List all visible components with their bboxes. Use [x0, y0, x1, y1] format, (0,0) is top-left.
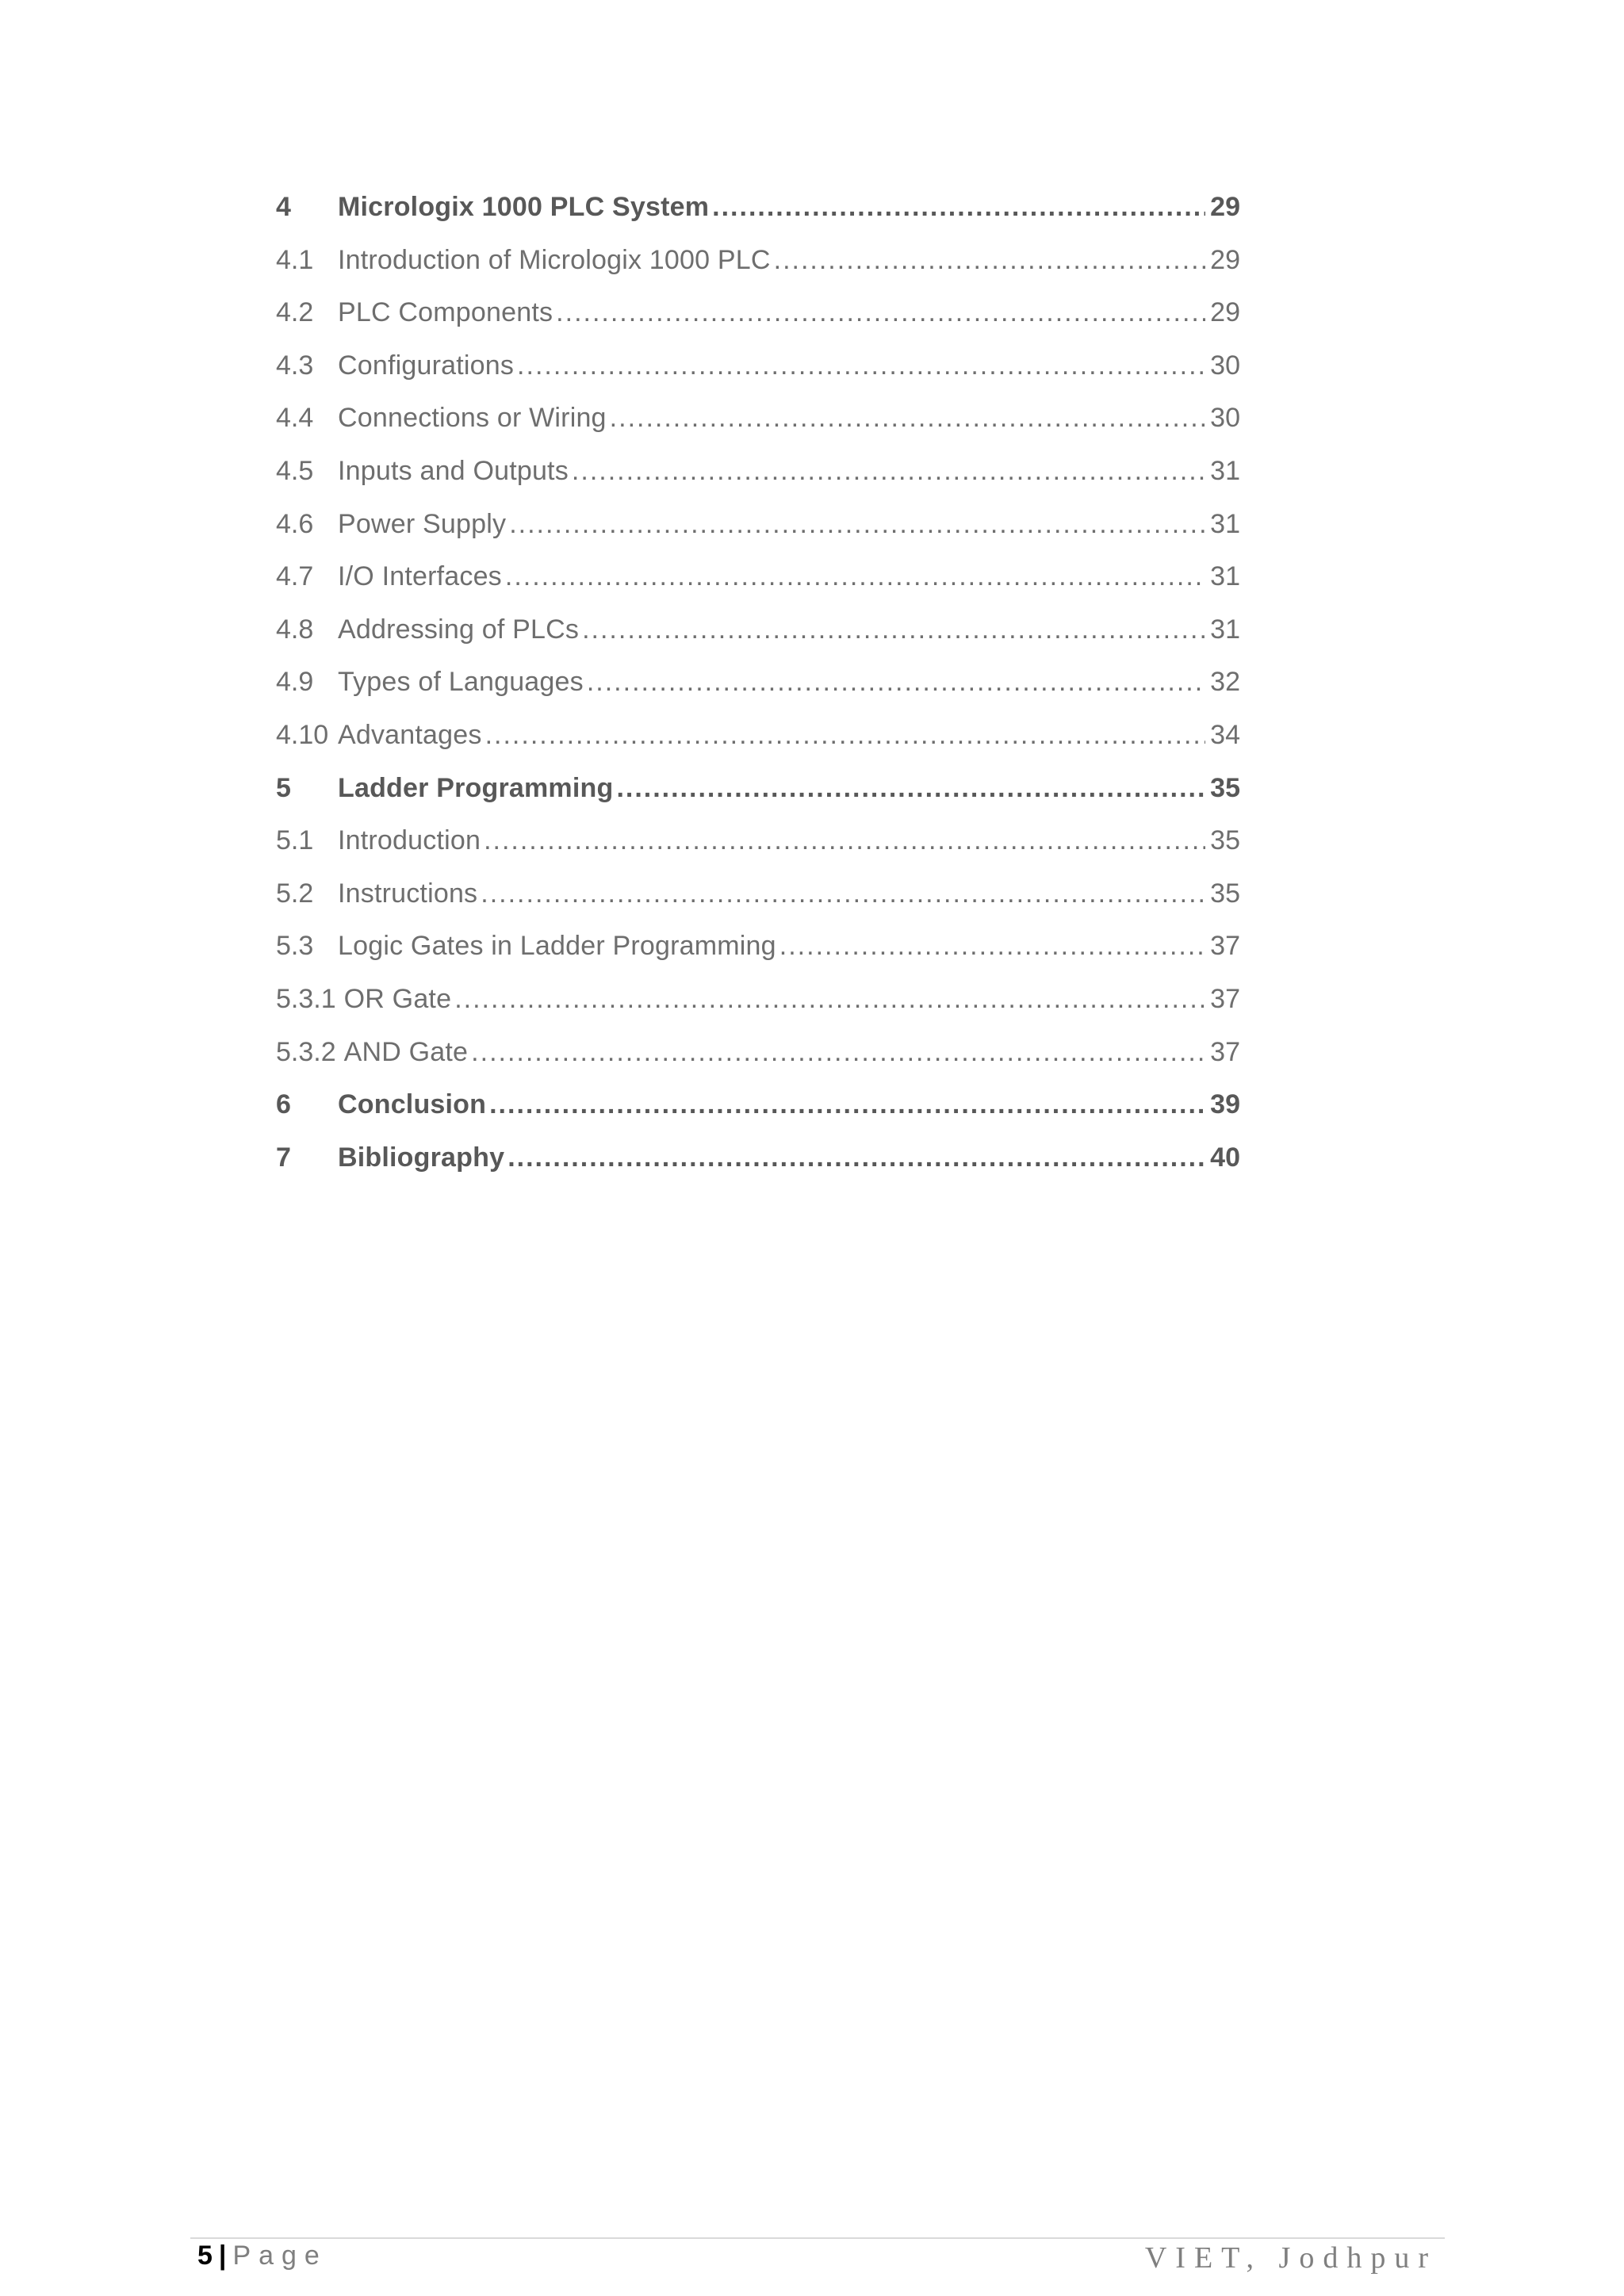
toc-entry-title: Bibliography [338, 1142, 505, 1173]
toc-entry-title: Advantages [338, 719, 482, 750]
toc-entry-title: Connections or Wiring [338, 403, 607, 434]
toc-dot-leader [484, 825, 1205, 856]
toc-entry-number: 5.2 [276, 878, 314, 909]
toc-entry-page: 39 [1210, 1089, 1240, 1120]
toc-entry[interactable] [276, 350, 1240, 404]
toc-entry-number: 6 [276, 1089, 291, 1120]
toc-entry-page: 29 [1210, 192, 1240, 222]
toc-entry-page: 31 [1210, 561, 1240, 592]
toc-dot-leader [471, 1037, 1205, 1068]
toc-entry[interactable] [276, 931, 1240, 984]
toc-entry-title: PLC Components [338, 297, 553, 328]
toc-entry[interactable] [276, 1142, 1240, 1196]
footer-institution: VIET, Jodhpur [1144, 2241, 1437, 2275]
toc-entry-number: 4.3 [276, 350, 314, 381]
toc-entry-number: 5.3.2 [276, 1036, 336, 1067]
toc-entry-page: 32 [1210, 667, 1240, 698]
toc-entry-title: Power Supply [338, 508, 507, 539]
toc-dot-leader [587, 667, 1205, 698]
toc-dot-leader [481, 878, 1205, 909]
toc-entry-title: OR Gate [343, 983, 452, 1014]
toc-entry-title: Types of Languages [338, 667, 584, 698]
toc-entry-number: 5.3.1 [276, 983, 336, 1014]
toc-dot-leader [779, 931, 1205, 962]
toc-entry-page: 35 [1210, 772, 1240, 803]
toc-entry[interactable] [276, 456, 1240, 509]
footer-divider [190, 2237, 1445, 2239]
toc-entry-title: Inputs and Outputs [338, 455, 569, 486]
toc-entry-page: 34 [1210, 719, 1240, 750]
toc-entry-number: 4.5 [276, 455, 314, 486]
toc-entry-title: Introduction [338, 825, 481, 856]
toc-entry-title: Conclusion [338, 1089, 487, 1120]
toc-dot-leader [517, 350, 1205, 381]
toc-entry-title: I/O Interfaces [338, 561, 502, 592]
toc-entry-title: Addressing of PLCs [338, 614, 580, 645]
toc-entry[interactable] [276, 720, 1240, 773]
toc-entry-page: 37 [1210, 983, 1240, 1014]
toc-entry[interactable] [276, 403, 1240, 456]
toc-entry[interactable] [276, 297, 1240, 350]
toc-entry[interactable] [276, 192, 1240, 245]
toc-dot-leader [556, 297, 1205, 328]
toc-entry-page: 40 [1210, 1142, 1240, 1173]
toc-entry-title: AND Gate [343, 1036, 469, 1067]
toc-dot-leader [509, 509, 1205, 540]
toc-entry[interactable] [276, 614, 1240, 668]
toc-entry-page: 37 [1210, 1036, 1240, 1067]
toc-entry[interactable] [276, 1037, 1240, 1090]
footer-page-word: Page [232, 2241, 327, 2271]
toc-entry-title: Micrologix 1000 PLC System [338, 192, 710, 222]
toc-dot-leader [774, 245, 1206, 276]
toc-dot-leader [485, 720, 1206, 751]
toc-entry-title: Configurations [338, 350, 515, 381]
table-of-contents [276, 192, 1240, 1195]
toc-entry-number: 5.1 [276, 825, 314, 856]
toc-entry[interactable] [276, 1089, 1240, 1142]
toc-entry[interactable] [276, 561, 1240, 614]
toc-entry[interactable] [276, 878, 1240, 932]
toc-entry-number: 4.1 [276, 244, 314, 275]
toc-entry-number: 7 [276, 1142, 291, 1173]
toc-entry-number: 4.6 [276, 508, 314, 539]
toc-entry-number: 4.8 [276, 614, 314, 645]
toc-dot-leader [712, 192, 1205, 223]
toc-entry-number: 4.9 [276, 667, 314, 698]
toc-dot-leader [508, 1142, 1205, 1173]
toc-entry-page: 35 [1210, 878, 1240, 909]
toc-entry[interactable] [276, 984, 1240, 1037]
toc-dot-leader [572, 456, 1205, 487]
toc-entry-page: 35 [1210, 825, 1240, 856]
toc-entry-page: 30 [1210, 403, 1240, 434]
toc-entry-page: 31 [1210, 455, 1240, 486]
toc-entry-page: 37 [1210, 931, 1240, 962]
toc-entry-page: 31 [1210, 614, 1240, 645]
toc-entry[interactable] [276, 773, 1240, 826]
toc-entry-page: 29 [1210, 297, 1240, 328]
toc-entry[interactable] [276, 825, 1240, 878]
footer-page-indicator [197, 2241, 327, 2271]
footer-page-number: 5 [197, 2241, 213, 2271]
toc-entry[interactable] [276, 667, 1240, 720]
toc-entry[interactable] [276, 509, 1240, 562]
toc-entry-number: 4 [276, 192, 291, 222]
toc-dot-leader [610, 403, 1206, 434]
toc-dot-leader [489, 1089, 1205, 1120]
toc-entry-title: Introduction of Micrologix 1000 PLC [338, 244, 771, 275]
toc-dot-leader [505, 561, 1205, 592]
toc-dot-leader [582, 614, 1205, 645]
toc-entry-title: Logic Gates in Ladder Programming [338, 931, 776, 962]
toc-dot-leader [454, 984, 1205, 1015]
toc-dot-leader [616, 773, 1205, 804]
toc-entry-number: 4.10 [276, 719, 329, 750]
toc-entry-page: 31 [1210, 508, 1240, 539]
toc-entry-page: 29 [1210, 244, 1240, 275]
footer-separator: | [218, 2241, 227, 2271]
toc-entry-number: 5 [276, 772, 291, 803]
toc-entry-page: 30 [1210, 350, 1240, 381]
toc-entry-number: 4.4 [276, 403, 314, 434]
toc-entry-title: Ladder Programming [338, 772, 614, 803]
toc-entry-number: 4.2 [276, 297, 314, 328]
toc-entry-number: 5.3 [276, 931, 314, 962]
toc-entry-title: Instructions [338, 878, 478, 909]
toc-entry[interactable] [276, 245, 1240, 298]
toc-entry-number: 4.7 [276, 561, 314, 592]
